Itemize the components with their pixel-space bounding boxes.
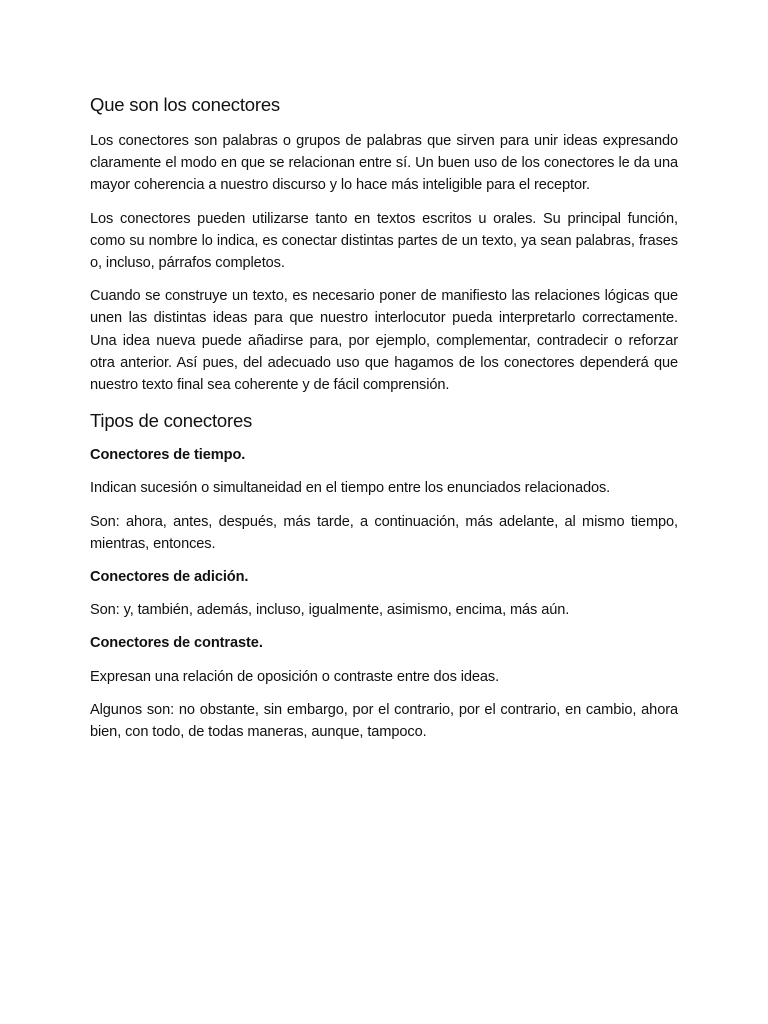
intro-paragraph-3: Cuando se construye un texto, es necesario poner de manifiesto las relaciones lógicas que unen las distintas ideas para que nuestro interlocutor pueda interpretarlo correctamente. Una idea nueva puede añadirse para, por ejemplo, complementar, contradecir o reforzar otra anterior. Así pues, del adecuado uso que hagamos de los conectores dependerá que nuestro texto final sea coherente y de fácil comprensión.	[90, 288, 678, 394]
tiempo-paragraph-2: Son: ahora, antes, después, más tarde, a continuación, más adelante, al mismo tiempo, mientras, entonces.	[90, 513, 678, 552]
intro-paragraph-1: Los conectores son palabras o grupos de palabras que sirven para unir ideas expresando claramente el modo en que se relacionan entre sí. Un buen uso de los conectores le da una mayor coherencia a nuestro discurso y lo hace más inteligible para el receptor.	[90, 133, 678, 194]
subheading-tiempo: Conectores de tiempo.	[90, 447, 246, 464]
document-page	[90, 92, 678, 754]
contraste-paragraph-1: Expresan una relación de oposición o contraste entre dos ideas.	[90, 668, 500, 685]
adicion-paragraph-1: Son: y, también, además, incluso, igualmente, asimismo, encima, más aún.	[90, 602, 570, 619]
intro-paragraph-2: Los conectores pueden utilizarse tanto en textos escritos u orales. Su principal función, como su nombre lo indica, es conectar distintas partes de un texto, ya sean palabras, frases o, incluso, párrafos completos.	[90, 210, 678, 272]
subheading-adicion: Conectores de adición.	[90, 569, 249, 586]
heading-tipos-de-conectores: Tipos de conectores	[90, 410, 253, 432]
subheading-contraste: Conectores de contraste.	[90, 635, 263, 652]
contraste-paragraph-2: Algunos son: no obstante, sin embargo, por el contrario, por el contrario, en cambio, ahora bien, con todo, de todas maneras, aunque, tampoco.	[90, 701, 678, 741]
tiempo-paragraph-1: Indican sucesión o simultaneidad en el tiempo entre los enunciados relacionados.	[90, 480, 611, 497]
heading-que-son-los-conectores: Que son los conectores	[90, 94, 280, 115]
